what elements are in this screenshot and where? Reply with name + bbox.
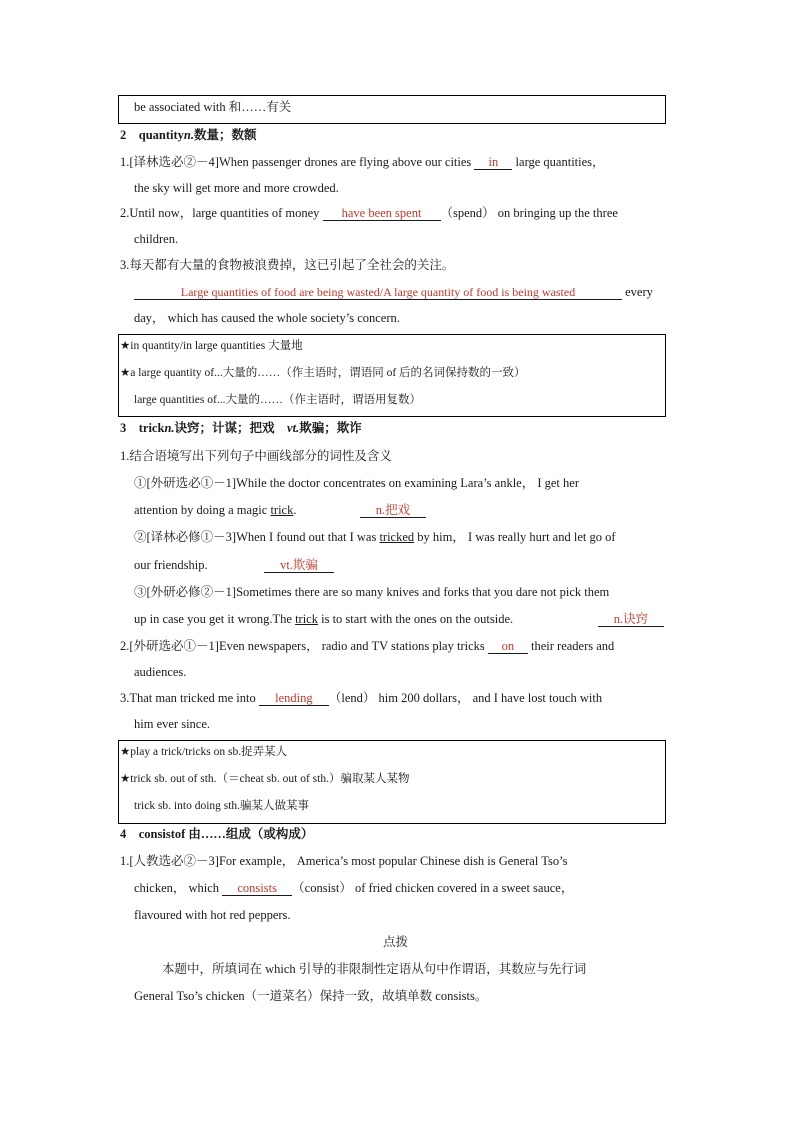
s2-q2-answer: have been spent <box>323 206 441 221</box>
s2-q1-line2: the sky will get more and more crowded. <box>134 181 339 195</box>
section-3-heading: 3 trickn.诀窍；计谋；把戏 vt.欺骗；欺诈 <box>120 421 362 435</box>
s2-q3-answer: Large quantities of food are being wasted/A large quantity of food is being wasted <box>134 285 622 300</box>
s4-q1-line1: 1.[人教选必②－3]For example， America’s most popular Chinese dish is General Tso’s <box>120 854 568 868</box>
s4-q1-line2: chicken， which consists （consist） of fried chicken covered in a sweet sauce， <box>134 881 574 895</box>
section-2-heading: 2 quantityn.数量；数额 <box>120 128 257 142</box>
s4-q1-line3: flavoured with hot red peppers. <box>134 908 291 922</box>
s3-c2-word: tricked <box>379 530 415 544</box>
s3-q3-line2: him ever since. <box>134 717 211 731</box>
s4-q1-answer: consists <box>222 881 292 896</box>
box3-line1: ★play a trick/tricks on sb.捉弄某人 <box>120 746 288 758</box>
s3-c1-answer: n.把戏 <box>360 503 426 518</box>
s3-q1: 1.结合语境写出下列句子中画线部分的词性及含义 <box>120 449 392 463</box>
s2-q1-line1: 1.[译林选必②－4]When passenger drones are flying above our cities in large quantities， <box>120 155 605 169</box>
s3-c2-answer-wrap <box>264 557 334 573</box>
s3-c3-line2: up in case you get it wrong.The trick is to start with the ones on the outside. <box>134 612 514 626</box>
s2-q1-answer: in <box>474 155 512 170</box>
s3-c3-word: trick <box>295 612 318 626</box>
s2-q3-line3: day， which has caused the whole society’s concern. <box>134 311 400 325</box>
s3-c1-answer-wrap <box>360 502 426 518</box>
s2-q3-line2: Large quantities of food are being wasted/A large quantity of food is being wasted every <box>134 284 653 300</box>
s3-q2-line2: audiences. <box>134 665 187 679</box>
s3-q2-line1: 2.[外研选必①－1]Even newspapers， radio and TV stations play tricks on their readers and <box>120 639 615 653</box>
s3-c1-word: trick <box>270 503 294 517</box>
s3-c1-line1: ①[外研选必①－1]While the doctor concentrates on examining Lara’s ankle， I get her <box>134 476 579 490</box>
s2-q2-line1: 2.Until now，large quantities of money have been spent （spend） on bringing up the three <box>120 206 618 220</box>
box2-line2: ★a large quantity of...大量的……（作主语时，谓语同 of 后的名词保持数的一致） <box>120 367 526 379</box>
s2-q2-line2: children. <box>134 232 179 246</box>
box3-line3: trick sb. into doing sth.骗某人做某事 <box>134 800 310 812</box>
s3-c2-answer: vt.欺骗 <box>264 558 334 573</box>
s3-c3-line1: ③[外研必修②－1]Sometimes there are so many knives and forks that you dare not pick them <box>134 585 610 599</box>
s2-q3-line1: 3.每天都有大量的食物被浪费掉，这已引起了全社会的关注。 <box>120 258 455 272</box>
top-box-line: be associated with 和……有关 <box>134 100 292 114</box>
tip-line2: General Tso’s chicken（一道菜名）保持一致，故填单数 consists。 <box>134 989 488 1003</box>
box2-line3: large quantities of...大量的……（作主语时，谓语用复数） <box>134 394 421 406</box>
s3-c2-line1: ②[译林必修①－3]When I found out that I was tricked by him， I was really hurt and let go of <box>134 530 616 544</box>
box2-line1: ★in quantity/in large quantities 大量地 <box>120 340 303 352</box>
box3-line2: ★trick sb. out of sth.（＝cheat sb. out of sth.）骗取某人某物 <box>120 773 410 785</box>
tip-title: 点拨 <box>383 935 409 949</box>
s3-q3-answer: lending <box>259 691 329 706</box>
section-4-heading: 4 consistof 由……组成（或构成） <box>120 827 314 841</box>
s3-q3-line1: 3.That man tricked me into lending （lend） him 200 dollars， and I have lost touch with <box>120 691 603 705</box>
s3-c2-line2: our friendship. <box>134 558 208 572</box>
s3-c3-answer-wrap <box>598 611 664 627</box>
s3-q2-answer: on <box>488 639 528 654</box>
s3-c1-line2: attention by doing a magic trick. <box>134 503 297 517</box>
s3-c3-answer: n.诀窍 <box>598 612 664 627</box>
tip-line1: 本题中，所填词在 which 引导的非限制性定语从句中作谓语，其数应与先行词 <box>162 962 587 976</box>
